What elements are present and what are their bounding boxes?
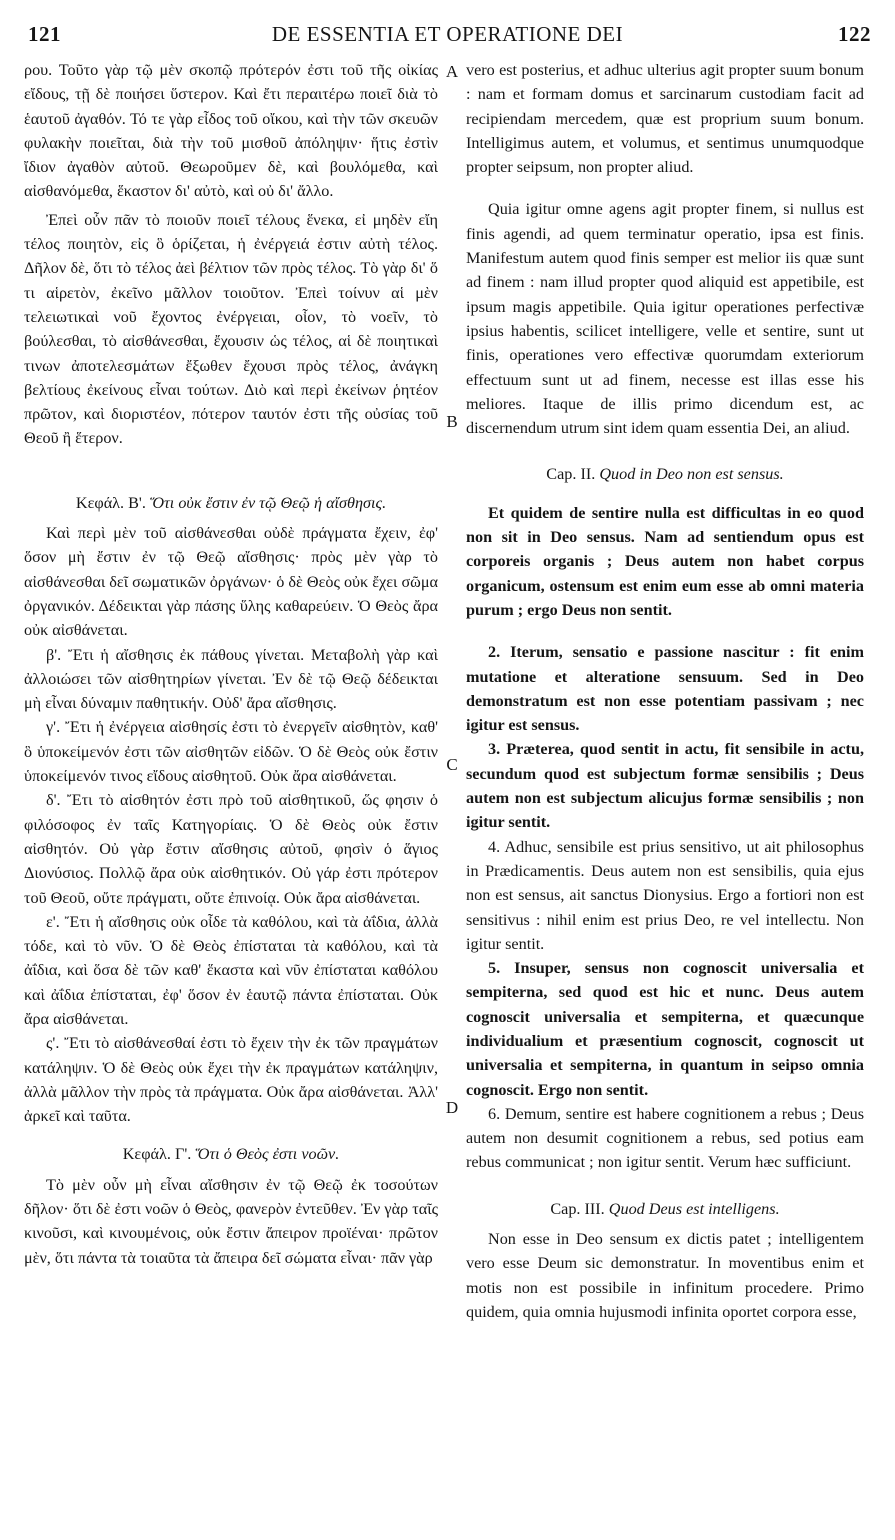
- margin-letter-b: B: [446, 412, 458, 431]
- latin-chapter-number: Cap. II.: [546, 465, 596, 484]
- latin-chapter-heading: [466, 1197, 864, 1221]
- latin-paragraph: 3. Præterea, quod sentit in actu, fit sensibile in actu, secundum quod est subjectum formæ sensibilis ; Deus autem non est subjectum alicujus formæ sensibilis ; non igitur sentit.: [466, 740, 864, 832]
- greek-paragraph: β'. Ἔτι ἡ αἴσθησις ἐκ πάθους γίνεται. Μεταβολὴ γὰρ καὶ ἀλλοιώσει τῶν αἰσθητηρίων γίνεται. Ἐν δὲ τῷ Θεῷ δέδεικται μὴ εἶναι δύναμιν παθητικήν. Οὐδ' ἄρα αἴσθησις.: [24, 645, 438, 713]
- greek-column: [24, 58, 438, 1540]
- latin-column: [466, 58, 864, 1540]
- latin-chapter-number: Cap. III.: [550, 1199, 605, 1218]
- greek-paragraph: Τὸ μὲν οὖν μὴ εἶναι αἴσθησιν ἐν τῷ Θεῷ ἐκ τοσούτων δῆλον· ὅτι δὲ ἐστι νοῶν ὁ Θεὸς, φανερὸν ἐντεῦθεν. Ἐν γὰρ ταῖς κινοῦσι, καὶ κινουμένοις, οὐκ ἔστιν ἄπειρον προϊέναι· πρῶτον μὲν, ὅτι πάντα τὰ τοιαῦτα τὰ ἄπειρα δεῖ σώματα εἶναι· πᾶν γὰρ: [24, 1175, 438, 1267]
- greek-chapter-title: Ὅτι ὁ Θεὸς ἐστι νοῶν.: [195, 1145, 340, 1164]
- latin-paragraph: 5. Insuper, sensus non cognoscit universalia et sempiterna, sed quod est hic et nunc. Deus autem cognoscit universalia et sempiterna, et quæcunque individualium et præsentium cognoscit, cognoscit ut universalia et sempiterna, in quantum in seipso omnia cognoscit. Ergo non sentit.: [466, 959, 864, 1099]
- latin-paragraph: 6. Demum, sentire est habere cognitionem a rebus ; Deus autem non desumit cognitionem a rebus, sed potius eam rebus communicat ; non igitur sentit. Verum hæc sufficiunt.: [466, 1104, 864, 1172]
- latin-chapter-heading: [466, 462, 864, 486]
- running-title: DE ESSENTIA ET OPERATIONE DEI: [271, 22, 624, 46]
- greek-paragraph: δ'. Ἔτι τὸ αἰσθητόν ἐστι πρὸ τοῦ αἰσθητικοῦ, ὥς φησιν ὁ φιλόσοφος ἐν ταῖς Κατηγορίαις. Ὁ δὲ Θεὸς οὐκ ἔστιν αἰσθητόν. Οὐ γὰρ ἔστιν αἴσθησις αὐτοῦ, φησὶν ὁ ἅγιος Διονύσιος. Πολλῷ ἄρα οὐκ αἰσθητικόν. Οὐ γάρ ἐστι πρότερον τοῦ Θεοῦ, οὔτε πράγματι, οὔτε ἐπινοίᾳ. Οὐκ ἄρα αἰσθάνεται.: [24, 791, 438, 907]
- greek-paragraph: Ἐπεὶ οὖν πᾶν τὸ ποιοῦν ποιεῖ τέλους ἕνεκα, εἰ μηδὲν εἴη τέλος ποιητὸν, εἰς ὃ ὁρίζεται, ἡ ἐνέργειά ἐστιν αὐτὴ τέλος. Δῆλον δὲ, ὅτι τὸ τέλος ἀεὶ βέλτιον τῶν πρὸς τέλος. Τὸ γὰρ δι' ὅ τι αἱρετὸν, ἐκεῖνο μᾶλλον τοιοῦτον. Ἐπεὶ τοίνυν αἱ μὲν τελειωτικαὶ νοῦ ἔχοντος ἐνέργειαι, οἷον, τὸ νοεῖν, τὸ βούλεσθαι, τὸ αἰσθάνεσθαι, ἔχουσιν ὡς τέλος, αἱ δὲ ποιητικαὶ τινων ἀποτελεσμάτων ἔξωθεν ἔχουσι πρὸς τέλος, ἀνάγκη βελτίους ἐκείνους εἶναι τούτων. Διὸ καὶ περὶ ἐκείνων ῥητέον πρῶτον, καὶ διοριστέον, πότερον ταυτόν ἐστι τῆς οὐσίας τοῦ Θεοῦ ἢ ἕτερον.: [24, 210, 438, 448]
- page-number-left: 121: [28, 22, 61, 46]
- greek-paragraph: ε'. Ἔτι ἡ αἴσθησις οὐκ οἶδε τὰ καθόλου, καὶ τὰ ἀΐδια, ἀλλὰ τόδε, καὶ τὸ νῦν. Ὁ δὲ Θεὸς ἐπίσταται τὰ καθόλου, καὶ τὰ ἀΐδια, καὶ ὅσα δὲ τῶν καθ' ἕκαστα καὶ νῦν ἐπίσταται καθόλου καὶ ἀΐδια ἐπίσταται, ἐφ' ὅσον ἐν ἑαυτῷ πάντα ἐπίσταται. Οὐκ ἄρα αἰσθάνεται.: [24, 912, 438, 1028]
- greek-paragraph: Καὶ περὶ μὲν τοῦ αἰσθάνεσθαι οὐδὲ πράγματα ἔχειν, ἐφ' ὅσον μὴ ἔστιν ἐν τῷ Θεῷ αἴσθησις· πρὸς μὲν γὰρ τὸ αἰσθάνεσθαι δεῖ σωματικῶν ὀργάνων· ὁ δὲ Θεὸς οὐκ ἔχει σῶμα ὀργανικόν. Δέδεικται γὰρ πάσης ὕλης καθαρεύειν. Ὁ Θεὸς ἄρα οὐκ αἰσθάνεται.: [24, 524, 438, 640]
- greek-chapter-title: Ὅτι οὐκ ἔστιν ἐν τῷ Θεῷ ἡ αἴσθησις.: [149, 493, 387, 512]
- latin-paragraph: vero est posterius, et adhuc ulterius agit propter suum bonum : nam et formam domus et sarcinarum custodiam facit ad recipiendam mercedem, quæ est proprium suum bonum. Intelligimus autem, et volumus, et sentimus unumquodque propter seipsum, non propter aliud.: [466, 61, 864, 177]
- greek-chapter-number: Κεφάλ. Β'.: [75, 493, 146, 512]
- greek-paragraph: γ'. Ἔτι ἡ ἐνέργεια αἰσθησίς ἐστι τὸ ἐνεργεῖν αἰσθητὸν, καθ' ὃ ὑποκείμενόν ἐστι τῶν αἰσθητῶν εἰδῶν. Ὁ δὲ Θεὸς οὐκ ἔστιν ὑποκείμενόν τινος εἴδους αἰσθητοῦ. Οὐκ ἄρα αἰσθάνεται.: [24, 718, 438, 786]
- latin-chapter-title: Quod Deus est intelligens.: [608, 1199, 780, 1218]
- greek-paragraph: ς'. Ἔτι τὸ αἰσθάνεσθαί ἐστι τὸ ἔχειν τὴν ἐκ τῶν πραγμάτων κατάληψιν. Ὁ δὲ Θεὸς οὐκ ἔχει τὴν ἐκ πραγμάτων κατάληψιν, ἀλλὰ μᾶλλον τὴν πρὸς τὰ πράγματα. Οὐκ ἄρα αἰσθάνεται. Ἀλλ' ἀρκεῖ καὶ ταῦτα.: [24, 1034, 438, 1126]
- latin-paragraph: Non esse in Deo sensum ex dictis patet ; intelligentem vero esse Deum sic demonstratur. In moventibus enim et motis non est possibile in infinitum procedere. Primo quidem, quia omnia hujusmodi infinita oportet corpora esse,: [466, 1230, 864, 1321]
- greek-paragraph: ρου. Τοῦτο γὰρ τῷ μὲν σκοπῷ πρότερόν ἐστι τοῦ τῆς οἰκίας εἴδους, τῇ δὲ ποιήσει ὕστερον. Καὶ ἔτι περαιτέρω ποιεῖ διὰ τὸ ἑαυτοῦ ἀγαθόν. Τό τε γὰρ εἶδος τοῦ οἴκου, καὶ τὴν τῶν σκευῶν φυλακὴν ποιεῖται, διὰ τὴν τοῦ μισθοῦ ἀπόληψιν· ἥτις ἐστὶν ἴδιον ἀγαθὸν αὐτοῦ. Θεωροῦμεν δὲ, καὶ βουλόμεθα, καὶ αἰσθανόμεθα, ἕκαστον δι' αὐτὸ, καὶ οὐ δι' ἄλλο.: [24, 61, 438, 201]
- margin-letter-a: A: [445, 62, 459, 81]
- page-number-right: 122: [838, 22, 871, 46]
- greek-chapter-number: Κεφάλ. Γ'.: [122, 1145, 192, 1164]
- latin-paragraph: 2. Iterum, sensatio e passione nascitur : fit enim mutatione et alteratione sensuum. Sed in Deo demonstratum est non esse potentiam passivam ; nec igitur est sensus.: [466, 643, 864, 735]
- margin-letter-c: C: [446, 755, 458, 774]
- greek-chapter-heading: [24, 1142, 438, 1166]
- greek-chapter-heading: [24, 491, 438, 515]
- latin-paragraph: Et quidem de sentire nulla est difficultas in eo quod non sit in Deo sensus. Nam ad sentiendum opus est corporeis organis ; Deus autem non habet corpus organicum, ostensum est enim eum esse ab omni materia purum ; ergo Deus non sentit.: [466, 503, 864, 619]
- latin-paragraph: 4. Adhuc, sensibile est prius sensitivo, ut ait philosophus in Prædicamentis. Deus autem non est sensibilis, quia ejus non est sensus, ait sanctus Dionysius. Ergo a fortiori non est sensitivus : nihil enim est prius Deo, re vel intellectu. Non igitur sentit.: [466, 837, 864, 953]
- margin-letter-d: D: [445, 1098, 459, 1117]
- latin-chapter-title: Quod in Deo non est sensus.: [599, 465, 784, 484]
- latin-paragraph: Quia igitur omne agens agit propter finem, si nullus est finis agendi, ad quem terminatur operatio, ipsa est finis. Manifestum autem quod finis semper est melior iis quæ sunt ad finem : nam illud propter quod aliquid est appetibile, est ipsum magis appetibile. Quia igitur operationes perfectivæ ipsius habentis, scilicet intelligere, velle et sentire, sunt ut finis, operationes vero effectivæ quorumdam exteriorum effectuum sunt ut ad finem, necesse est illas esse his meliores. Itaque de illis primo dicendum est, ac discernendum utrum sint idem quam essentia Dei, an aliud.: [466, 200, 864, 438]
